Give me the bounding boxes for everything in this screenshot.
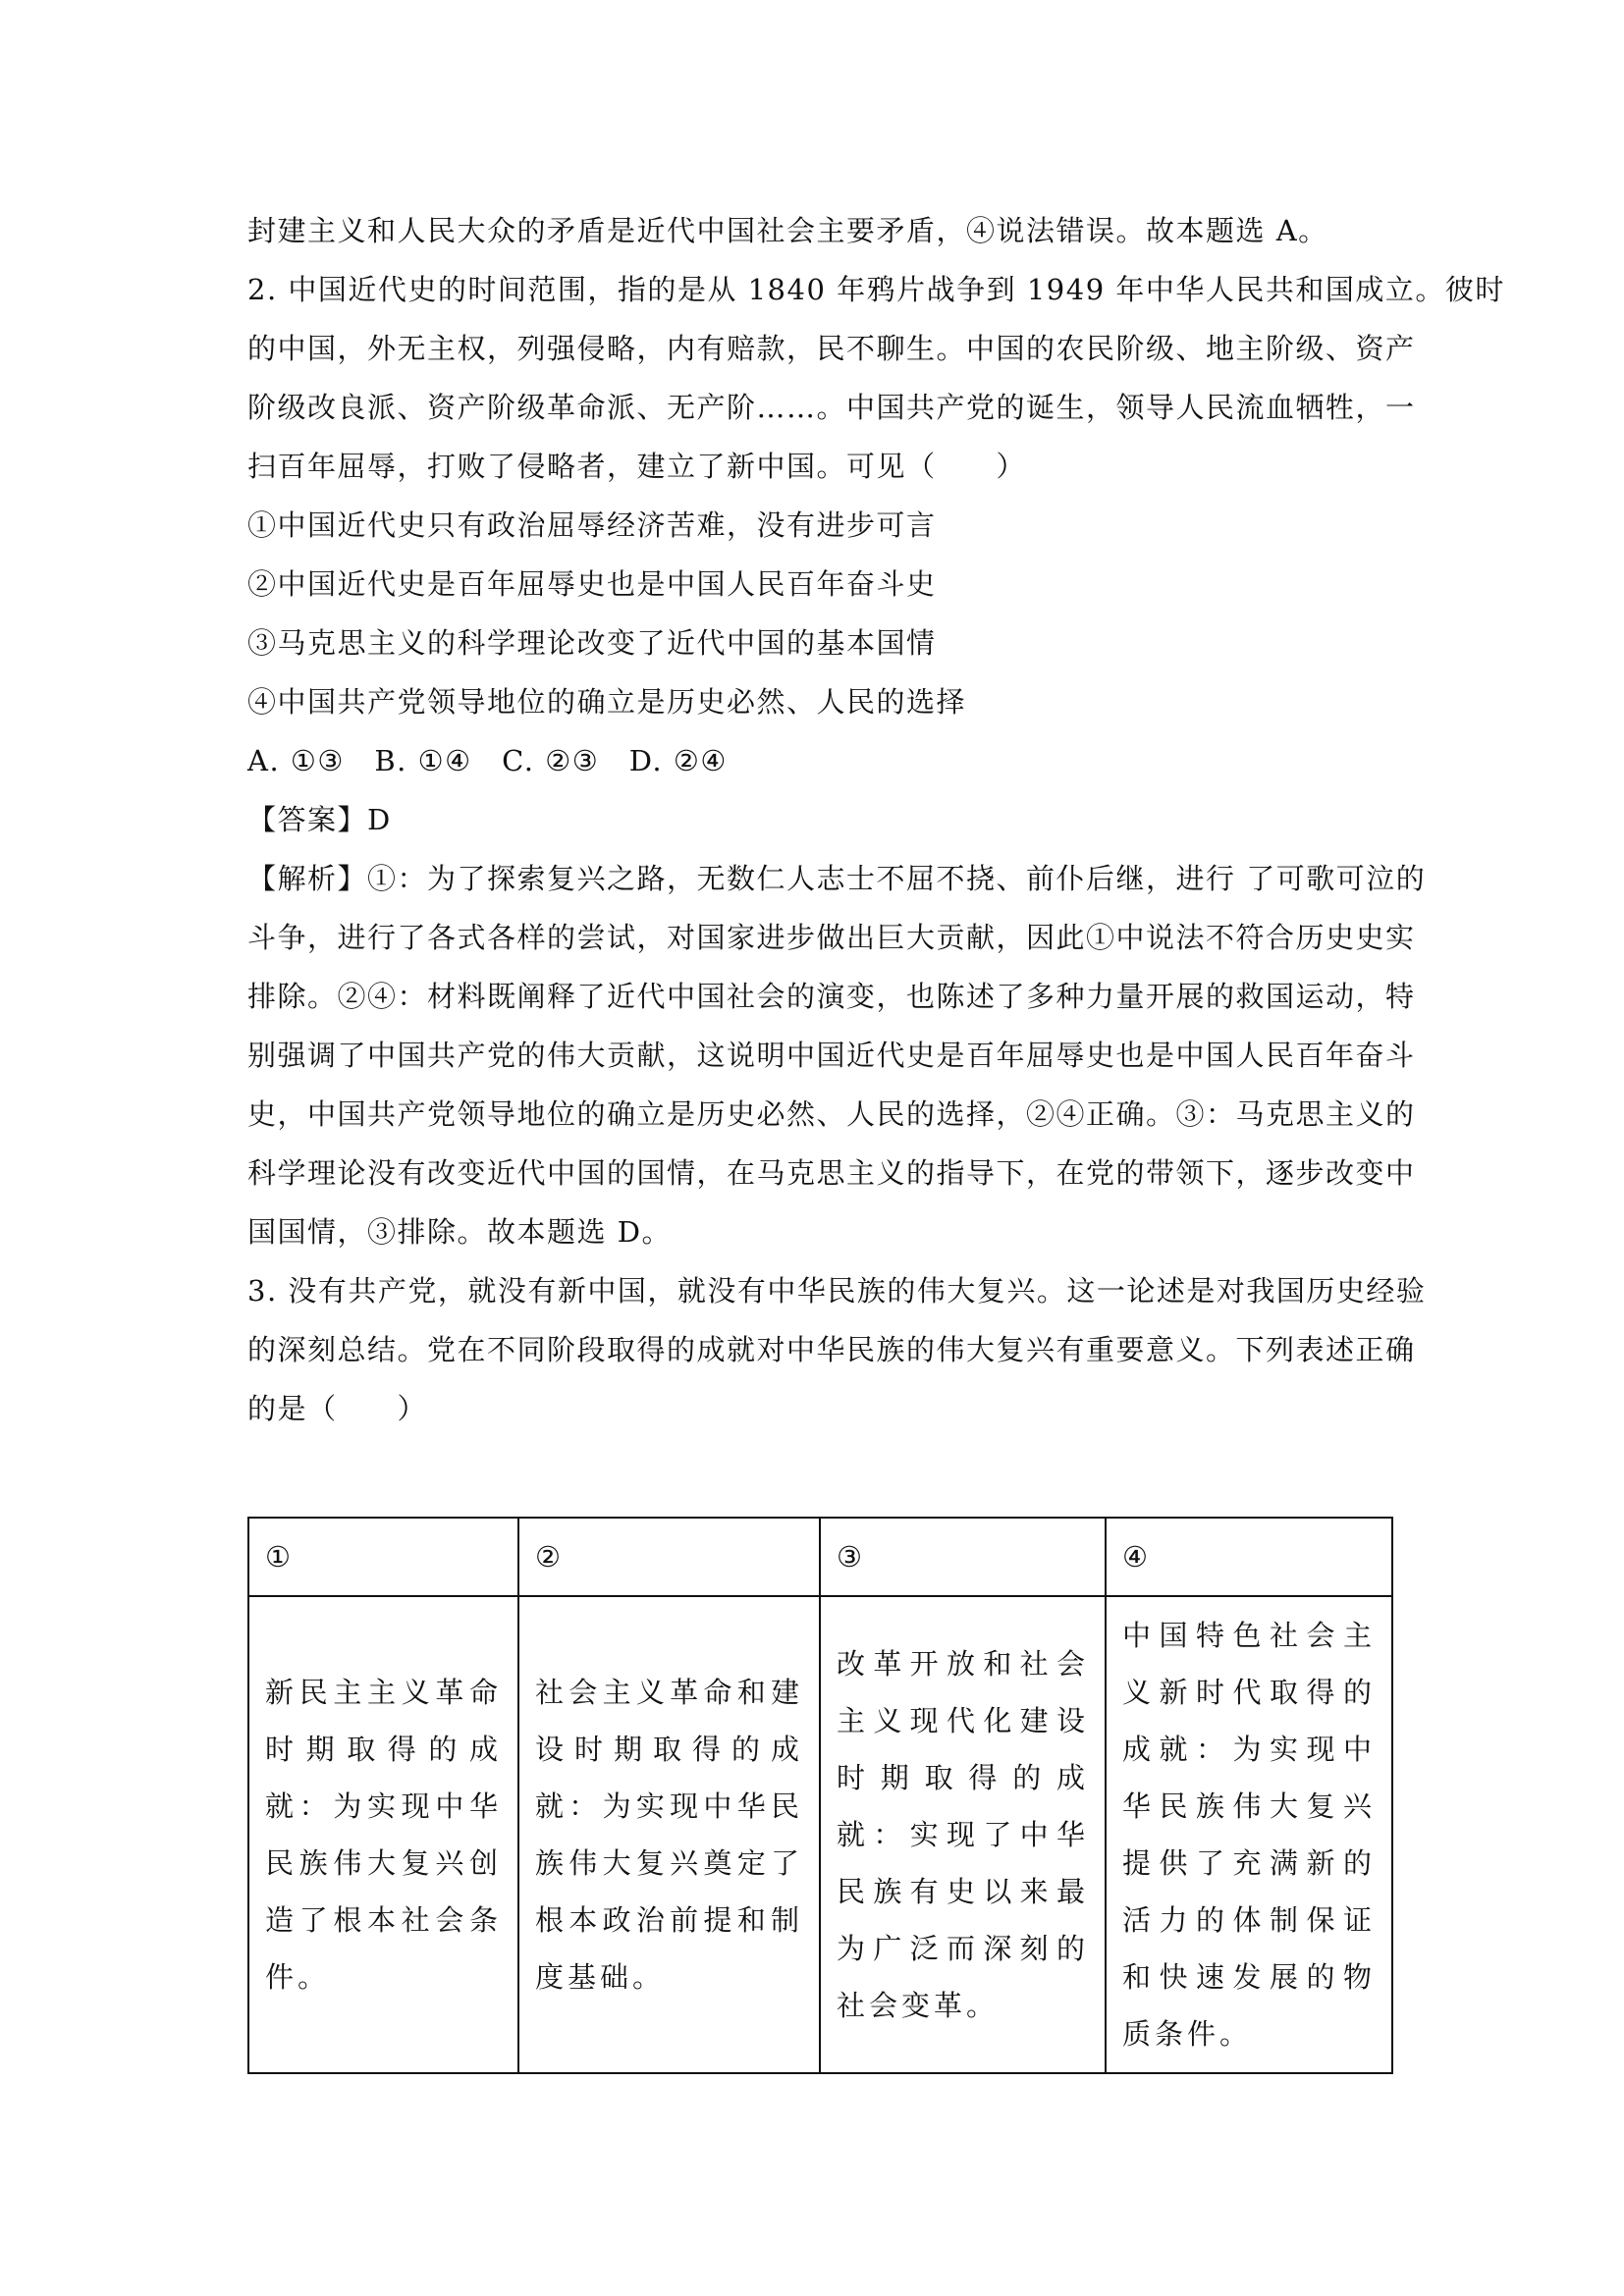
table-row <box>248 1596 1392 2073</box>
analysis-line: 史，中国共产党领导地位的确立是历史必然、人民的选择，②④正确。③：马克思主义的 <box>247 1097 1416 1131</box>
table-cell: 新民主主义革命时期取得的成就：为实现中华民族伟大复兴创造了根本社会条件。 <box>248 1596 518 2073</box>
question-2-stem: 2. 中国近代史的时间范围，指的是从 1840 年鸦片战争到 1949 年中华人民共和国成立。彼时 <box>247 273 1505 306</box>
table-header-cell: ② <box>518 1518 820 1596</box>
answer-key: 【答案】D <box>247 803 392 836</box>
table-cell: 改革开放和社会主义现代化建设时期取得的成就：实现了中华民族有史以来最为广泛而深刻的社会变革。 <box>820 1596 1106 2073</box>
text-line: 封建主义和人民大众的矛盾是近代中国社会主要矛盾，④说法错误。故本题选 A。 <box>247 214 1328 247</box>
analysis-line: 科学理论没有改变近代中国的国情，在马克思主义的指导下，在党的带领下，逐步改变中 <box>247 1156 1416 1190</box>
answer-options: A. ①③ B. ①④ C. ②③ D. ②④ <box>247 744 728 777</box>
text-line: 的中国，外无主权，列强侵略，内有赔款，民不聊生。中国的农民阶级、地主阶级、资产 <box>247 332 1416 365</box>
analysis-line: 别强调了中国共产党的伟大贡献，这说明中国近代史是百年屈辱史也是中国人民百年奋斗 <box>247 1039 1416 1072</box>
text-line: 的是（ ） <box>247 1392 428 1425</box>
analysis-line: 排除。②④：材料既阐释了近代中国社会的演变，也陈述了多种力量开展的救国运动，特 <box>247 980 1416 1013</box>
table-cell: 社会主义革命和建设时期取得的成就：为实现中华民族伟大复兴奠定了根本政治前提和制度基础。 <box>518 1596 820 2073</box>
statement-2: ②中国近代史是百年屈辱史也是中国人民百年奋斗史 <box>247 567 937 601</box>
statement-4: ④中国共产党领导地位的确立是历史必然、人民的选择 <box>247 685 967 719</box>
question-3-stem: 3. 没有共产党，就没有新中国，就没有中华民族的伟大复兴。这一论述是对我国历史经验 <box>247 1274 1427 1308</box>
analysis-line: 国国情，③排除。故本题选 D。 <box>247 1215 672 1249</box>
question-3-table <box>247 1517 1393 2074</box>
table-cell: 中国特色社会主义新时代取得的成就：为实现中华民族伟大复兴提供了充满新的活力的体制保证和快速发展的物质条件。 <box>1106 1596 1392 2073</box>
table-header-cell: ① <box>248 1518 518 1596</box>
document-body <box>247 201 1505 1438</box>
statement-3: ③马克思主义的科学理论改变了近代中国的基本国情 <box>247 626 937 660</box>
analysis-line: 【解析】①：为了探索复兴之路，无数仁人志士不屈不挠、前仆后继，进行 了可歌可泣的 <box>247 862 1427 895</box>
analysis-line: 斗争，进行了各式各样的尝试，对国家进步做出巨大贡献，因此①中说法不符合历史史实 <box>247 921 1416 954</box>
text-line: 扫百年屈辱，打败了侵略者，建立了新中国。可见（ ） <box>247 450 1027 483</box>
table-header-cell: ③ <box>820 1518 1106 1596</box>
statement-1: ①中国近代史只有政治屈辱经济苦难，没有进步可言 <box>247 508 937 542</box>
table-header-row <box>248 1518 1392 1596</box>
table-header-cell: ④ <box>1106 1518 1392 1596</box>
text-line: 阶级改良派、资产阶级革命派、无产阶……。中国共产党的诞生，领导人民流血牺牲，一 <box>247 391 1416 424</box>
text-line: 的深刻总结。党在不同阶段取得的成就对中华民族的伟大复兴有重要意义。下列表述正确 <box>247 1333 1416 1366</box>
